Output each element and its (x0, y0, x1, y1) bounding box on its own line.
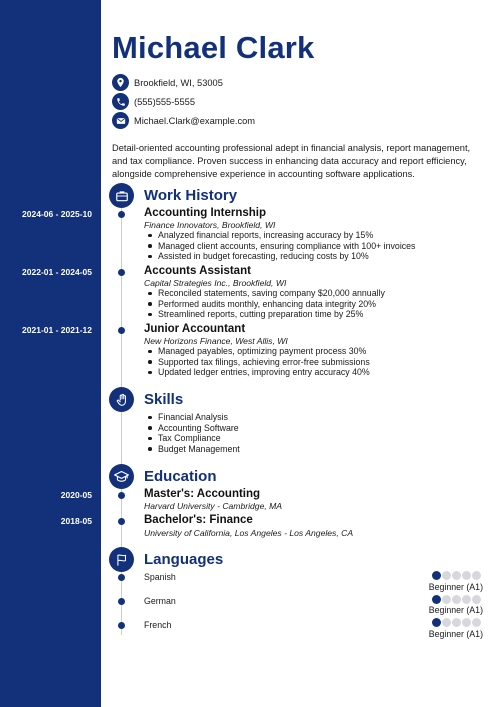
rating-dot (452, 571, 461, 580)
language-level: Beginner (A1) (428, 582, 483, 592)
language-rating (432, 618, 481, 627)
language-rating (432, 571, 481, 580)
list-item: Assisted in budget forecasting, reducing costs by 10% (144, 251, 415, 262)
contact-location (112, 74, 223, 91)
language-level: Beginner (A1) (428, 629, 483, 639)
list-item: Performed audits monthly, enhancing data integrity 20% (144, 299, 385, 310)
list-item: Streamlined reports, cutting preparation time by 25% (144, 309, 385, 320)
job-bullets (144, 288, 385, 320)
rating-dot (432, 571, 441, 580)
job-company: Capital Strategies Inc., Brookfield, WI (144, 278, 287, 288)
phone-text: (555)555-5555 (134, 96, 195, 107)
timeline-dot (118, 327, 125, 334)
rating-dot (462, 595, 471, 604)
job-dates: 2024-06 - 2025-10 (22, 209, 92, 219)
degree-title: Master's: Accounting (144, 488, 261, 500)
school-name: University of California, Los Angeles - Los Angeles, CA (144, 528, 354, 538)
school-name: Harvard University - Cambridge, MA (144, 501, 283, 511)
job-bullets (144, 230, 415, 262)
location-text: Brookfield, WI, 53005 (134, 77, 223, 88)
skills-heading: Skills (144, 391, 184, 408)
rating-dot (472, 595, 481, 604)
skills-list (144, 412, 240, 454)
language-name: French (144, 620, 172, 630)
education-heading: Education (144, 468, 217, 485)
job-title: Accounts Assistant (144, 265, 251, 277)
education-date: 2018-05 (60, 516, 92, 526)
envelope-icon (112, 112, 129, 129)
language-name: German (144, 596, 176, 606)
rating-dot (462, 618, 471, 627)
rating-dot (452, 618, 461, 627)
contact-phone (112, 93, 195, 110)
work-history-heading: Work History (144, 187, 238, 204)
rating-dot (442, 618, 451, 627)
rating-dot (462, 571, 471, 580)
job-dates: 2022-01 - 2024-05 (22, 267, 92, 277)
rating-dot (472, 571, 481, 580)
hand-pointer-icon (109, 387, 134, 412)
list-item: Tax Compliance (144, 433, 240, 444)
list-item: Reconciled statements, saving company $20,000 annually (144, 288, 385, 299)
job-company: Finance Innovators, Brookfield, WI (144, 220, 276, 230)
job-title: Junior Accountant (144, 323, 246, 335)
education-date: 2020-05 (60, 490, 92, 500)
graduation-cap-icon (109, 464, 134, 489)
candidate-name: Michael Clark (112, 30, 315, 65)
languages-heading: Languages (144, 551, 224, 568)
job-bullets (144, 346, 370, 378)
sidebar (0, 0, 101, 707)
timeline-dot (118, 518, 125, 525)
list-item: Managed client accounts, ensuring compliance with 100+ invoices (144, 241, 415, 252)
phone-icon (112, 93, 129, 110)
timeline-dot (118, 622, 125, 629)
email-text[interactable]: Michael.Clark@example.com (134, 115, 256, 126)
list-item: Updated ledger entries, improving entry accuracy 40% (144, 367, 370, 378)
list-item: Financial Analysis (144, 412, 240, 423)
summary: Detail-oriented accounting professional adept in financial analysis, report management, and tax compliance. Proven success in enhancing data accuracy and report efficiency, alongside comprehensive experience in accounting software applications. (112, 143, 471, 179)
contact-email[interactable] (112, 112, 255, 129)
timeline-dot (118, 269, 125, 276)
rating-dot (472, 618, 481, 627)
list-item: Supported tax filings, achieving error-free submissions (144, 357, 370, 368)
timeline-dot (118, 211, 125, 218)
degree-title: Bachelor's: Finance (144, 514, 253, 526)
rating-dot (432, 618, 441, 627)
language-name: Spanish (144, 572, 176, 582)
list-item: Managed payables, optimizing payment process 30% (144, 346, 370, 357)
rating-dot (442, 571, 451, 580)
list-item: Budget Management (144, 444, 240, 455)
map-pin-icon (112, 74, 129, 91)
job-title: Accounting Internship (144, 207, 267, 219)
job-dates: 2021-01 - 2021-12 (22, 325, 92, 335)
rating-dot (452, 595, 461, 604)
timeline-dot (118, 492, 125, 499)
rating-dot (442, 595, 451, 604)
job-company: New Horizons Finance, West Allis, WI (144, 336, 288, 346)
language-rating (432, 595, 481, 604)
timeline-dot (118, 598, 125, 605)
list-item: Accounting Software (144, 423, 240, 434)
flag-icon (109, 547, 134, 572)
timeline-dot (118, 574, 125, 581)
language-level: Beginner (A1) (428, 605, 483, 615)
list-item: Analyzed financial reports, increasing accuracy by 15% (144, 230, 415, 241)
rating-dot (432, 595, 441, 604)
briefcase-icon (109, 183, 134, 208)
